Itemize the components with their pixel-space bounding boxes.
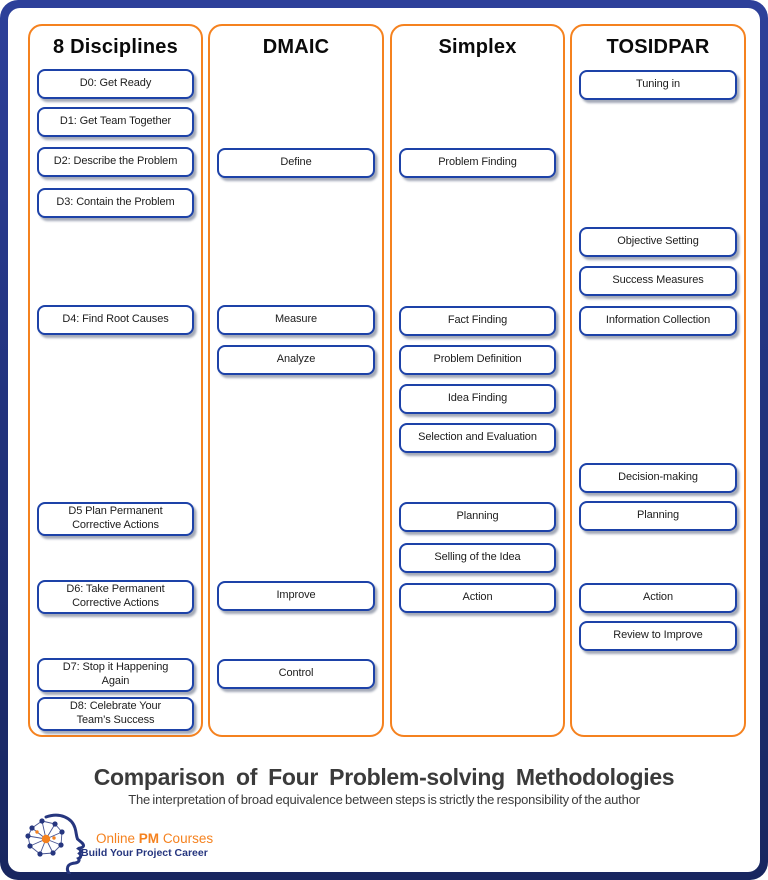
step-label: Action <box>643 591 673 604</box>
step-label: Problem Definition <box>433 353 522 366</box>
step-label: D8: Celebrate Your Team’s Success <box>69 700 162 726</box>
step-box-information-collection <box>579 306 737 336</box>
step-box-action-simplex <box>399 583 556 613</box>
step-label: Idea Finding <box>447 392 508 405</box>
step-label: Define <box>280 156 312 169</box>
step-label: Problem Finding <box>438 156 517 169</box>
step-label: D3: Contain the Problem <box>56 196 175 209</box>
step-label: Improve <box>276 589 316 602</box>
diagram-subtitle: The interpretation of broad equivalence between steps is strictly the responsibility of the author <box>128 792 640 807</box>
head-profile-brain-icon <box>20 812 98 874</box>
step-box-review-to-improve <box>579 621 737 651</box>
step-box-tuning-in <box>579 70 737 100</box>
step-label: Planning <box>456 510 499 523</box>
step-label: Information Collection <box>605 314 711 327</box>
step-label: Selling of the Idea <box>434 551 521 564</box>
column-tosidpar <box>570 24 746 737</box>
step-box-d3 <box>37 188 194 218</box>
step-box-d4 <box>37 305 194 335</box>
step-label: Fact Finding <box>447 314 508 327</box>
column-8-disciplines <box>28 24 203 737</box>
step-box-fact-finding <box>399 306 556 336</box>
step-box-d6 <box>37 580 194 614</box>
step-label: D4: Find Root Causes <box>62 313 169 326</box>
logo-brand-text <box>96 831 213 846</box>
logo-tagline: Build Your Project Career <box>81 847 208 859</box>
step-label: D5 Plan Permanent Corrective Actions <box>68 505 163 531</box>
step-box-analyze <box>217 345 375 375</box>
step-label: D7: Stop it Happening Again <box>62 661 169 687</box>
step-box-selling-idea <box>399 543 556 573</box>
column-header-simplex: Simplex <box>438 36 517 58</box>
step-label: Objective Setting <box>617 235 699 248</box>
poster-canvas <box>8 8 760 872</box>
diagram-title: Comparison of Four Problem-solving Methodologies <box>93 764 675 790</box>
logo-word-pm: PM <box>138 831 160 846</box>
step-label: Planning <box>636 509 679 522</box>
step-box-selection-evaluation <box>399 423 556 453</box>
step-box-action-tosidpar <box>579 583 737 613</box>
step-box-d8 <box>37 697 194 731</box>
step-label: Analyze <box>276 353 316 366</box>
step-box-problem-definition <box>399 345 556 375</box>
step-label: Action <box>462 591 493 604</box>
step-label: Success Measures <box>612 274 704 287</box>
step-label: Tuning in <box>636 78 680 91</box>
column-simplex <box>390 24 565 737</box>
step-box-d2 <box>37 147 194 177</box>
column-dmaic <box>208 24 384 737</box>
column-header-dmaic: DMAIC <box>262 36 330 58</box>
step-box-measure <box>217 305 375 335</box>
step-box-objective-setting <box>579 227 737 257</box>
step-box-define <box>217 148 375 178</box>
column-header-8-disciplines: 8 Disciplines <box>53 36 178 58</box>
step-label: D6: Take Permanent Corrective Actions <box>66 583 165 609</box>
step-box-idea-finding <box>399 384 556 414</box>
step-label: Measure <box>274 313 318 326</box>
step-box-decision-making <box>579 463 737 493</box>
column-header-tosidpar: TOSIDPAR <box>606 36 710 58</box>
step-box-d0 <box>37 69 194 99</box>
step-box-d1 <box>37 107 194 137</box>
step-box-success-measures <box>579 266 737 296</box>
step-box-control <box>217 659 375 689</box>
step-label: Selection and Evaluation <box>418 431 537 444</box>
step-box-improve <box>217 581 375 611</box>
step-label: Decision-making <box>618 471 698 484</box>
step-box-d5 <box>37 502 194 536</box>
step-label: Control <box>278 667 314 680</box>
step-box-planning-tosidpar <box>579 501 737 531</box>
step-label: Review to Improve <box>613 629 703 642</box>
logo-word-courses: Courses <box>162 831 214 846</box>
step-box-d7 <box>37 658 194 692</box>
step-box-problem-finding <box>399 148 556 178</box>
step-label: D0: Get Ready <box>79 77 152 90</box>
logo-word-online: Online <box>96 831 136 846</box>
step-label: D1: Get Team Together <box>59 115 172 128</box>
step-box-planning-simplex <box>399 502 556 532</box>
step-label: D2: Describe the Problem <box>53 155 178 168</box>
